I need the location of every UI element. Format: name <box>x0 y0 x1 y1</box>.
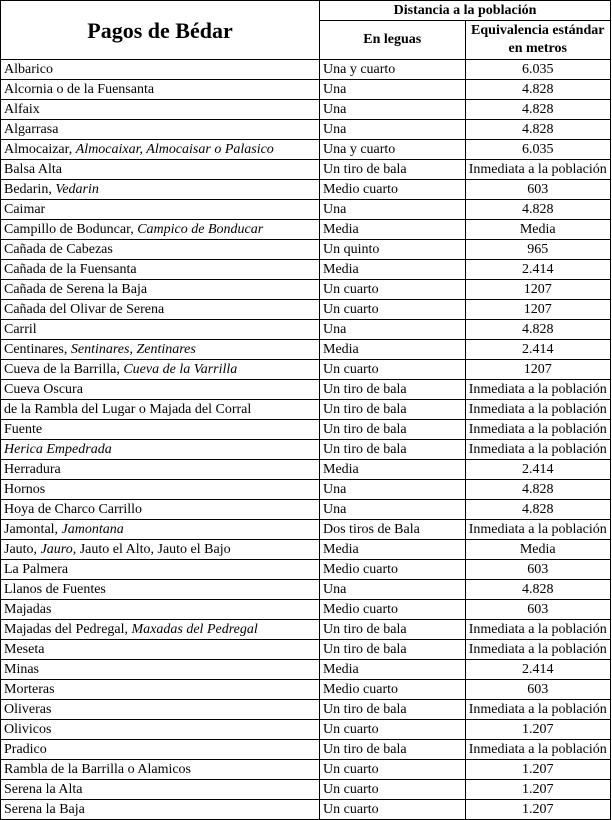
leguas-cell: Dos tiros de Bala <box>320 520 466 540</box>
table-row <box>1 740 611 760</box>
table-row <box>1 260 611 280</box>
table-row <box>1 200 611 220</box>
table-row <box>1 300 611 320</box>
metros-cell: 1207 <box>465 280 611 300</box>
leguas-cell: Un cuarto <box>320 280 466 300</box>
pago-name-cell <box>1 800 320 820</box>
table-row <box>1 240 611 260</box>
table-row <box>1 380 611 400</box>
table-row <box>1 360 611 380</box>
leguas-cell: Un tiro de bala <box>320 400 466 420</box>
pago-name: Caimar <box>4 202 46 217</box>
table-row <box>1 100 611 120</box>
pago-name: Campillo de Boduncar, <box>4 222 138 237</box>
leguas-cell: Una <box>320 480 466 500</box>
pago-name-cell <box>1 520 320 540</box>
pago-variant-name: Jamontana <box>61 522 124 537</box>
table-row <box>1 720 611 740</box>
pago-variant-name: Maxadas del Pedregal <box>131 622 258 637</box>
pago-name-cell <box>1 120 320 140</box>
table-row <box>1 520 611 540</box>
pago-name-cell <box>1 280 320 300</box>
pago-name-cell <box>1 60 320 80</box>
pago-name: Cañada de Serena la Baja <box>4 282 148 297</box>
pago-name-cell <box>1 160 320 180</box>
leguas-cell: Una <box>320 100 466 120</box>
leguas-cell: Un cuarto <box>320 800 466 820</box>
metros-cell: 4.828 <box>465 200 611 220</box>
pago-name: Rambla de la Barrilla o Alamicos <box>4 762 192 777</box>
table-body <box>1 60 611 820</box>
metros-cell: 2.414 <box>465 260 611 280</box>
table-row <box>1 160 611 180</box>
table-row <box>1 600 611 620</box>
metros-cell: 6.035 <box>465 140 611 160</box>
pago-name-cell <box>1 740 320 760</box>
pago-name-cell <box>1 440 320 460</box>
metros-cell: 603 <box>465 180 611 200</box>
pago-name: Bedarin, <box>4 182 56 197</box>
leguas-cell: Un tiro de bala <box>320 380 466 400</box>
table-row <box>1 680 611 700</box>
metros-cell: 2.414 <box>465 460 611 480</box>
table-row <box>1 580 611 600</box>
metros-cell: 965 <box>465 240 611 260</box>
leguas-cell: Media <box>320 340 466 360</box>
metros-cell: 4.828 <box>465 80 611 100</box>
pago-name-cell <box>1 640 320 660</box>
pago-name-cell <box>1 760 320 780</box>
pago-name-cell <box>1 580 320 600</box>
leguas-cell: Media <box>320 260 466 280</box>
leguas-cell: Una <box>320 580 466 600</box>
pago-name-cell <box>1 780 320 800</box>
pago-name-cell <box>1 500 320 520</box>
pago-name-cell <box>1 380 320 400</box>
table-row <box>1 480 611 500</box>
pago-name-cell <box>1 400 320 420</box>
table-row <box>1 340 611 360</box>
leguas-cell: Una <box>320 500 466 520</box>
pago-name: Algarrasa <box>4 122 59 137</box>
pago-name: Llanos de Fuentes <box>4 582 106 597</box>
pago-variant-name: Cueva de la Varrilla <box>123 362 238 377</box>
table-row <box>1 140 611 160</box>
metros-cell: 603 <box>465 680 611 700</box>
metros-cell: 2.414 <box>465 660 611 680</box>
leguas-cell: Medio cuarto <box>320 180 466 200</box>
metros-cell: Inmediata a la población <box>465 620 611 640</box>
table-row <box>1 320 611 340</box>
leguas-cell: Una <box>320 120 466 140</box>
pago-name-cell <box>1 300 320 320</box>
table-row <box>1 440 611 460</box>
pago-name: Cueva de la Barrilla, <box>4 362 124 377</box>
leguas-cell: Un cuarto <box>320 720 466 740</box>
pago-name-cell <box>1 260 320 280</box>
pago-name-cell <box>1 220 320 240</box>
pago-variant-name: Vedarin <box>55 182 99 197</box>
pago-variant-name: Herica Empedrada <box>4 442 112 457</box>
pago-name: Jamontal, <box>4 522 62 537</box>
metros-cell: 603 <box>465 560 611 580</box>
leguas-cell: Un cuarto <box>320 760 466 780</box>
pago-name: Albarico <box>4 62 53 77</box>
metros-cell: 1.207 <box>465 720 611 740</box>
metros-cell: 4.828 <box>465 120 611 140</box>
pago-name: Cañada del Olivar de Serena <box>4 302 165 317</box>
pago-name: Cueva Oscura <box>4 382 83 397</box>
metros-cell: 4.828 <box>465 320 611 340</box>
pago-name: Cañada de la Fuensanta <box>4 262 137 277</box>
metros-header: Equivalencia estándar en metros <box>465 21 611 60</box>
pago-name: Jauto, <box>4 542 41 557</box>
table-row <box>1 560 611 580</box>
pago-name-cell <box>1 140 320 160</box>
pago-variant-name: Jauro, <box>40 542 77 557</box>
table-row <box>1 60 611 80</box>
metros-cell: 4.828 <box>465 480 611 500</box>
leguas-cell: Un cuarto <box>320 300 466 320</box>
pago-name-cell <box>1 480 320 500</box>
metros-cell: 603 <box>465 600 611 620</box>
pago-name-cell <box>1 720 320 740</box>
metros-cell: Inmediata a la población <box>465 420 611 440</box>
leguas-cell: Media <box>320 660 466 680</box>
header-row-group <box>1 1 611 21</box>
leguas-cell: Media <box>320 220 466 240</box>
pago-name-cell <box>1 80 320 100</box>
metros-cell: Inmediata a la población <box>465 520 611 540</box>
metros-cell: 4.828 <box>465 500 611 520</box>
pago-name: Alcornia o de la Fuensanta <box>4 82 155 97</box>
pago-name: Hoya de Charco Carrillo <box>4 502 143 517</box>
table-row <box>1 620 611 640</box>
pago-variant-name: Almocaixar, Almocaisar o Palasico <box>75 142 274 157</box>
pago-name: Majadas del Pedregal, <box>4 622 132 637</box>
metros-cell: 4.828 <box>465 580 611 600</box>
metros-cell: 1.207 <box>465 760 611 780</box>
metros-cell: Inmediata a la población <box>465 740 611 760</box>
metros-cell: Inmediata a la población <box>465 160 611 180</box>
pago-name: Balsa Alta <box>4 162 62 177</box>
metros-cell: 1207 <box>465 300 611 320</box>
table-row <box>1 640 611 660</box>
pago-name-cell <box>1 180 320 200</box>
table-row <box>1 780 611 800</box>
metros-cell: 1.207 <box>465 780 611 800</box>
pago-name-cell <box>1 360 320 380</box>
leguas-header: En leguas <box>320 21 466 60</box>
metros-cell: 2.414 <box>465 340 611 360</box>
leguas-cell: Un tiro de bala <box>320 160 466 180</box>
leguas-cell: Un cuarto <box>320 360 466 380</box>
pago-name: Almocaizar, <box>4 142 76 157</box>
table-row <box>1 180 611 200</box>
leguas-cell: Una <box>320 320 466 340</box>
table-row <box>1 280 611 300</box>
pago-name: Hornos <box>4 482 46 497</box>
pago-variant-name: Sentinares, Zentinares <box>70 342 196 357</box>
leguas-cell: Un tiro de bala <box>320 620 466 640</box>
pago-name-cell <box>1 240 320 260</box>
table-row <box>1 800 611 820</box>
leguas-cell: Un tiro de bala <box>320 440 466 460</box>
metros-cell: Inmediata a la población <box>465 380 611 400</box>
leguas-cell: Una <box>320 80 466 100</box>
leguas-cell: Una y cuarto <box>320 60 466 80</box>
table-row <box>1 700 611 720</box>
table-row <box>1 660 611 680</box>
metros-cell: 1.207 <box>465 800 611 820</box>
table-row <box>1 500 611 520</box>
leguas-cell: Un cuarto <box>320 780 466 800</box>
leguas-cell: Media <box>320 460 466 480</box>
leguas-cell: Media <box>320 540 466 560</box>
pago-name-cell <box>1 200 320 220</box>
pago-name: Pradico <box>4 742 47 757</box>
pago-name-cell <box>1 540 320 560</box>
leguas-cell: Un tiro de bala <box>320 700 466 720</box>
pago-name: Cañada de Cabezas <box>4 242 113 257</box>
table-row <box>1 760 611 780</box>
pago-name: Minas <box>4 662 39 677</box>
metros-cell: Inmediata a la población <box>465 700 611 720</box>
leguas-cell: Un tiro de bala <box>320 420 466 440</box>
pago-name: Serena la Alta <box>4 782 83 797</box>
leguas-cell: Medio cuarto <box>320 680 466 700</box>
pago-name: Fuente <box>4 422 43 437</box>
leguas-cell: Medio cuarto <box>320 600 466 620</box>
pago-name: Meseta <box>4 642 45 657</box>
leguas-cell: Un tiro de bala <box>320 640 466 660</box>
pago-variant-name: Campico de Bonducar <box>137 222 264 237</box>
pago-name-cell <box>1 680 320 700</box>
pago-name-cell <box>1 320 320 340</box>
pago-name: Serena la Baja <box>4 802 85 817</box>
pago-name: La Palmera <box>4 562 69 577</box>
metros-cell: Inmediata a la población <box>465 400 611 420</box>
pago-name-cell <box>1 460 320 480</box>
table-row <box>1 400 611 420</box>
pago-name: Carril <box>4 322 37 337</box>
metros-cell: Inmediata a la población <box>465 640 611 660</box>
metros-cell: Media <box>465 540 611 560</box>
table-row <box>1 540 611 560</box>
pago-name: Morteras <box>4 682 55 697</box>
distance-group-header: Distancia a la población <box>320 1 611 21</box>
metros-cell: Inmediata a la población <box>465 440 611 460</box>
leguas-cell: Una y cuarto <box>320 140 466 160</box>
metros-cell: 6.035 <box>465 60 611 80</box>
pago-name-cell <box>1 600 320 620</box>
table-row <box>1 460 611 480</box>
pago-name: Olivicos <box>4 722 52 737</box>
table-title: Pagos de Bédar <box>1 1 320 60</box>
pago-name: Alfaix <box>4 102 40 117</box>
pago-name: Herradura <box>4 462 61 477</box>
metros-cell: 1207 <box>465 360 611 380</box>
pago-name: Oliveras <box>4 702 52 717</box>
pago-name: Majadas <box>4 602 52 617</box>
table-row <box>1 120 611 140</box>
pago-name-cell <box>1 420 320 440</box>
leguas-cell: Una <box>320 200 466 220</box>
table-row <box>1 80 611 100</box>
pago-name-cell <box>1 340 320 360</box>
table-row <box>1 220 611 240</box>
leguas-cell: Un tiro de bala <box>320 740 466 760</box>
table-row <box>1 420 611 440</box>
pago-name-cell <box>1 660 320 680</box>
pago-name: Centinares, <box>4 342 71 357</box>
metros-cell: 4.828 <box>465 100 611 120</box>
leguas-cell: Medio cuarto <box>320 560 466 580</box>
pago-name: Jauto el Alto, Jauto el Bajo <box>76 542 231 557</box>
pago-name: de la Rambla del Lugar o Majada del Corral <box>4 402 252 417</box>
metros-cell: Media <box>465 220 611 240</box>
pago-name-cell <box>1 700 320 720</box>
leguas-cell: Un quinto <box>320 240 466 260</box>
pago-name-cell <box>1 560 320 580</box>
pago-name-cell <box>1 620 320 640</box>
pago-name-cell <box>1 100 320 120</box>
